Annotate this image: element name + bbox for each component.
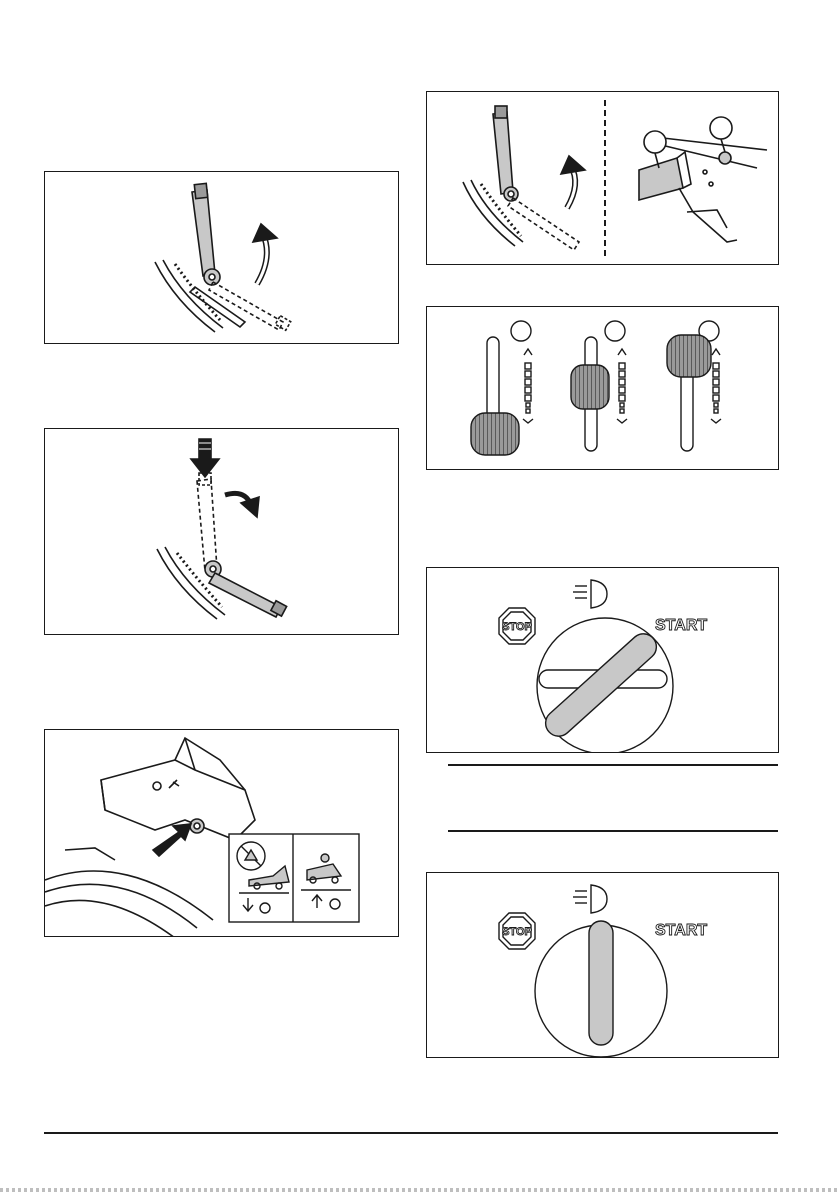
start-label: START xyxy=(655,922,708,939)
throttle-positions-illustration xyxy=(427,307,779,470)
ignition-lights-illustration xyxy=(427,568,779,753)
figure-ignition-lights xyxy=(426,567,779,753)
lift-decal xyxy=(229,834,359,922)
stop-label: STOP xyxy=(502,926,532,938)
lever-callouts-illustration xyxy=(427,92,779,265)
figure-lever-raise xyxy=(44,171,399,344)
figure-throttle-positions xyxy=(426,306,779,470)
figure-lever-press xyxy=(44,428,399,635)
figure-ignition-off xyxy=(426,872,779,1058)
headlight-icon xyxy=(573,885,607,913)
ignition-off-illustration xyxy=(427,873,779,1058)
lever-raise-illustration xyxy=(45,172,399,344)
figure-lever-callouts xyxy=(426,91,779,265)
headlight-icon xyxy=(573,580,607,608)
rule-bottom xyxy=(448,830,778,832)
hitch-release-illustration xyxy=(45,730,399,937)
start-label: START xyxy=(655,617,708,634)
rule-top xyxy=(448,764,778,766)
page-edge xyxy=(0,1188,840,1192)
stop-label: STOP xyxy=(502,621,532,633)
figure-hitch-release xyxy=(44,729,399,937)
throttle-scale-icon xyxy=(523,349,533,423)
footer-rule xyxy=(44,1132,778,1134)
lever-press-illustration xyxy=(45,429,399,635)
